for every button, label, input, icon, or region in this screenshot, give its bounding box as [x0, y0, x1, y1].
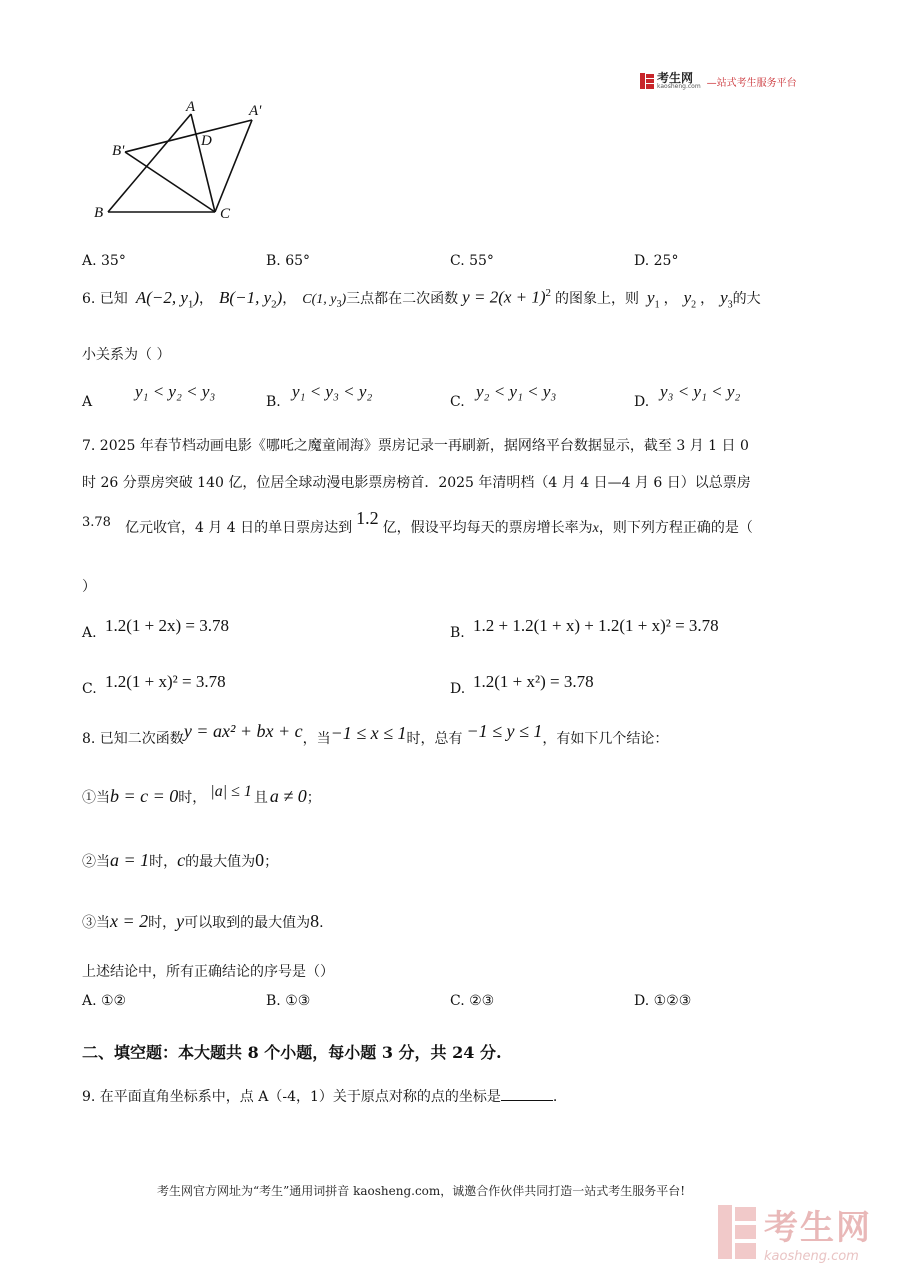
q7-line2: 时 26 分票房突破 140 亿，位居全球动漫电影票房榜首．2025 年清明档（4 月 4 日—4 月 6 日）以总票房: [82, 475, 751, 491]
q7-option-c-label: C.: [82, 681, 97, 697]
watermark-domain: kaosheng.com: [764, 1249, 859, 1264]
q8-stem: 8. 已知二次函数 y = ax² + bx + c ，当 −1 ≤ x ≤ 1 时，总有 −1 ≤ y ≤ 1 ，有如下几个结论：: [82, 721, 669, 747]
q8-conclusion-2: ②当 a = 1 时， c 的最大值为 0 ；: [82, 850, 279, 870]
segment-AC: [191, 114, 215, 212]
q6-option-b: y₁ < y₃ < y₂: [292, 382, 373, 401]
q8-option-a: A. ①②: [82, 993, 127, 1009]
q9-stem: 9. 在平面直角坐标系中，点 A（-4，1）关于原点对称的点的坐标是 .: [82, 1089, 558, 1105]
section-2-title: 二、填空题：本大题共 8 个小题，每小题 3 分，共 24 分.: [82, 1043, 502, 1062]
label-A: A: [186, 99, 196, 115]
label-C: C: [220, 206, 231, 222]
q8-option-c: C. ②③: [450, 993, 495, 1009]
watermark-logo-icon: [718, 1205, 756, 1259]
segment-BA: [108, 114, 191, 212]
q7-line4: ）: [82, 579, 96, 595]
q8-conclusion-3: ③当 x = 2 时， y 可以取到的最大值为 8 .: [82, 911, 324, 931]
q5-option-a: A. 35°: [82, 253, 126, 269]
q6-option-c-label: C.: [450, 394, 465, 410]
label-B: B: [94, 205, 104, 221]
q6-stem: 6. 已知 A(−2, $y_1$) ， B(−1, $y_2$) ， C(1, $y_3$) 三点都在二次函数 $y = 2(x + 1)^2$ 的图象上，则 $y_1$ ， $y_2$ ， $y_3$ 的大: [82, 287, 761, 311]
segment-A'C: [215, 120, 252, 212]
q9-answer-blank[interactable]: [501, 1087, 553, 1101]
segment-B'C: [125, 152, 215, 212]
q6-option-c: y₂ < y₁ < y₃: [476, 382, 557, 401]
q6-point-a: A(−2, y: [135, 287, 188, 307]
q5-option-c: C. 55°: [450, 253, 494, 269]
q6-option-a-label: A: [82, 394, 93, 410]
q8-condition-x: −1 ≤ x ≤ 1: [330, 723, 407, 743]
q8-option-b: B. ①③: [266, 993, 311, 1009]
geometry-figure: [90, 95, 280, 225]
q8-question: 上述结论中，所有正确结论的序号是（）: [82, 964, 334, 980]
q6-option-a: y₁ < y₂ < y₃: [135, 382, 216, 401]
q6-point-c: C(1, y: [302, 291, 337, 307]
logo-name: 考生网: [657, 71, 694, 85]
q8-conclusion-1: ①当 b = c = 0 时， |a| ≤ 1 且 a ≠ 0 ；: [82, 783, 321, 806]
q7-option-a: 1.2(1 + 2x) = 3.78: [105, 616, 229, 635]
q6-option-d-label: D.: [634, 394, 650, 410]
kaosheng-logo-icon: [640, 73, 654, 89]
q7-option-c: 1.2(1 + x)² = 3.78: [105, 672, 226, 691]
q7-option-d: 1.2(1 + x²) = 3.78: [473, 672, 594, 691]
q6-line2: 小关系为（ ）: [82, 347, 171, 363]
logo-domain: kaosheng.com: [657, 83, 701, 90]
q6-mid2: 的图象上，则: [555, 290, 640, 307]
label-B-prime: B': [112, 143, 125, 159]
segment-B'A': [125, 120, 252, 152]
label-D: D: [201, 133, 212, 149]
watermark-name: 考生网: [764, 1208, 872, 1248]
footer-text: 考生网官方网址为“考生”通用词拼音 kaosheng.com，诚邀合作伙伴共同打造一站式考生服务平台!: [157, 1184, 686, 1198]
q6-option-b-label: B.: [266, 394, 281, 410]
q7-total: 3.78: [82, 515, 111, 530]
q6-function: $y = 2(x + 1)^2$: [462, 287, 552, 307]
q7-option-b-label: B.: [450, 625, 465, 641]
q5-option-b: B. 65°: [266, 253, 311, 269]
q6-option-d: y₃ < y₁ < y₂: [660, 382, 741, 401]
label-A-prime: A': [249, 103, 262, 119]
q8-condition-y: −1 ≤ y ≤ 1: [466, 721, 543, 741]
q6-tail: 的大: [732, 290, 761, 307]
q7-line3: 3.78 亿元收官，4 月 4 日的单日票房达到 1.2 亿，假设平均每天的票房增长率为 x ，则下列方程正确的是（: [82, 508, 753, 536]
header-logo: [640, 72, 797, 90]
q6-number: 6. 已知: [82, 290, 128, 307]
q8-option-d: D. ①②③: [634, 993, 692, 1009]
q7-option-d-label: D.: [450, 681, 466, 697]
q7-line1: 7. 2025 年春节档动画电影《哪吒之魔童闹海》票房记录一再刷新，据网络平台数据显示，截至 3 月 1 日 0: [82, 438, 749, 454]
q7-daily: 1.2: [356, 508, 379, 528]
q7-option-b: 1.2 + 1.2(1 + x) + 1.2(1 + x)² = 3.78: [473, 616, 719, 635]
q7-option-a-label: A.: [82, 625, 97, 641]
q8-number: 8. 已知二次函数: [82, 731, 184, 747]
q8-function: y = ax² + bx + c: [183, 721, 303, 741]
q6-point-b: B(−1, y: [219, 287, 272, 307]
header-slogan: —站式考生服务平台: [706, 77, 797, 89]
watermark: [718, 1200, 872, 1264]
q6-mid: 三点都在二次函数: [346, 290, 459, 307]
q5-option-d: D. 25°: [634, 253, 679, 269]
